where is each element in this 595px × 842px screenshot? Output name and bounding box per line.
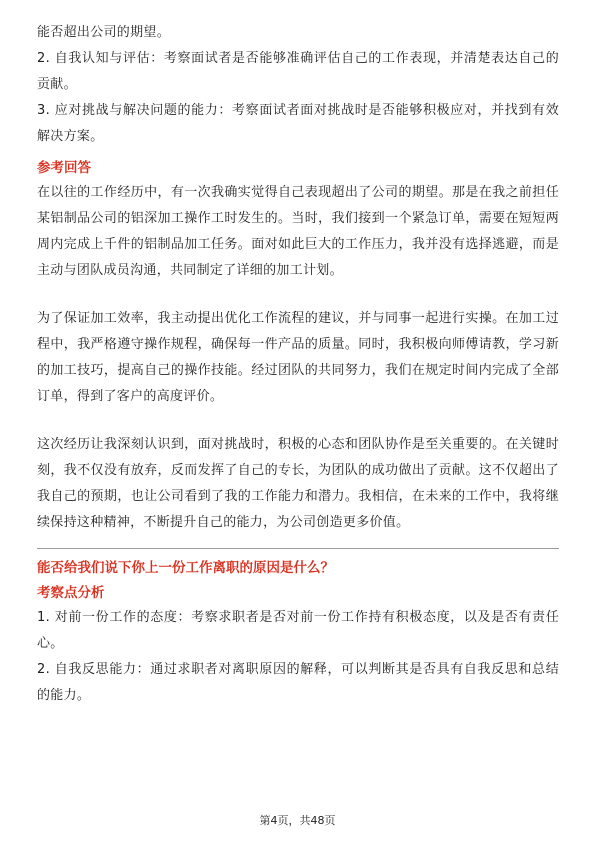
list-item: 3. 应对挑战与解决问题的能力：考察面试者面对挑战时是否能够积极应对，并找到有效解决方案。: [37, 103, 559, 144]
divider: [37, 548, 559, 549]
section-heading: 考察点分析: [37, 585, 105, 601]
page-content: [37, 20, 559, 709]
spacer: [37, 410, 559, 432]
section-heading: 参考回答: [37, 160, 91, 176]
paragraph: 为了保证加工效率，我主动提出优化工作流程的建议，并与同事一起进行实操。在加工过程中，我严格遵守操作规程，确保每一件产品的质量。同时，我积极向师傅请教，学习新的加工技巧，提高自己的操作技能。经过团队的共同努力，我们在规定时间内完成了全部订单，得到了客户的高度评价。: [37, 311, 559, 404]
paragraph: 在以往的工作经历中，有一次我确实觉得自己表现超出了公司的期望。那是在我之前担任某铝制品公司的铝深加工操作工时发生的。当时，我们接到一个紧急订单，需要在短短两周内完成上千件的铝制品加工任务。面对如此巨大的工作压力，我并没有选择逃避，而是主动与团队成员沟通，共同制定了详细的加工计划。: [37, 185, 559, 278]
page-number: 第4页，共48页: [259, 814, 336, 827]
question-title: 能否给我们说下你上一份工作离职的原因是什么？: [37, 560, 334, 576]
paragraph: 这次经历让我深刻认识到，面对挑战时，积极的心态和团队协作是至关重要的。在关键时刻，我不仅没有放弃，反而发挥了自己的专长，为团队的成功做出了贡献。这不仅超出了我自己的预期，也让公司看到了我的工作能力和潜力。我相信，在未来的工作中，我将继续保持这种精神，不断提升自己的能力，为公司创造更多价值。: [37, 437, 559, 530]
list-item: 2. 自我认知与评估：考察面试者是否能够准确评估自己的工作表现，并清楚表达自己的贡献。: [37, 51, 559, 92]
text-line: 能否超出公司的期望。: [37, 25, 171, 40]
list-item: 2. 自我反思能力：通过求职者对离职原因的解释，可以判断其是否具有自我反思和总结的能力。: [37, 662, 559, 703]
list-item: 1. 对前一份工作的态度：考察求职者是否对前一份工作持有积极态度，以及是否有责任心。: [37, 610, 559, 651]
spacer: [37, 284, 559, 306]
